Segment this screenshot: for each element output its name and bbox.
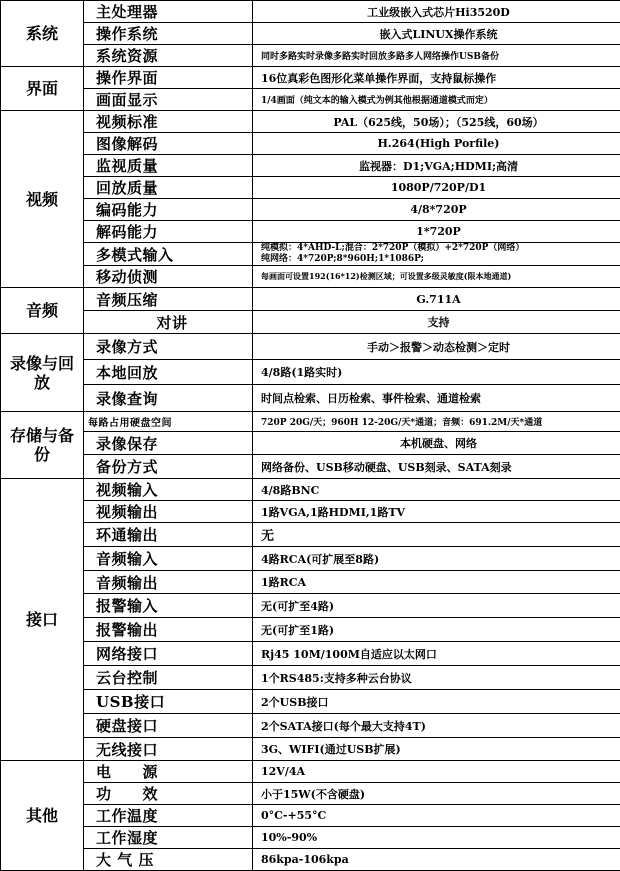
table-row xyxy=(1,360,620,385)
row-label: 本地回放 xyxy=(84,360,253,385)
row-value: 720P 20G/天；960H 12-20G/天*通道；音频：691.2M/天*通道 xyxy=(253,412,620,432)
table-row xyxy=(1,547,620,571)
table-row xyxy=(1,288,620,311)
row-label: 录像保存 xyxy=(84,432,253,455)
row-label: 录像方式 xyxy=(84,334,253,360)
table-row xyxy=(1,479,620,501)
category-cell: 存储与备份 xyxy=(1,412,84,479)
row-label: 监视质量 xyxy=(84,155,253,177)
row-value-line: 纯网络：4*720P;8*960H;1*1086P; xyxy=(261,254,616,265)
table-row xyxy=(1,594,620,618)
row-label: 移动侦测 xyxy=(84,266,253,288)
row-label: 视频标准 xyxy=(84,111,253,133)
row-value xyxy=(253,243,620,266)
table-row xyxy=(1,827,620,849)
row-value: 小于15W(不含硬盘) xyxy=(253,783,620,805)
row-label: 功 效 xyxy=(84,783,253,805)
row-value: 监视器：D1;VGA;HDMI;高清 xyxy=(253,155,620,177)
table-row xyxy=(1,618,620,642)
row-label: 音频输出 xyxy=(84,571,253,594)
table-row xyxy=(1,783,620,805)
table-row xyxy=(1,266,620,288)
row-label: 视频输出 xyxy=(84,501,253,523)
row-value: 本机硬盘、网络 xyxy=(253,432,620,455)
row-value: 嵌入式LINUX操作系统 xyxy=(253,23,620,45)
table-row xyxy=(1,849,620,871)
row-value: 4路RCA(可扩展至8路) xyxy=(253,547,620,571)
row-value: 4/8路(1路实时) xyxy=(253,360,620,385)
row-label: 录像查询 xyxy=(84,385,253,412)
row-value: 0°C-+55°C xyxy=(253,805,620,827)
row-label: 报警输入 xyxy=(84,594,253,618)
row-label: 操作界面 xyxy=(84,67,253,89)
category-cell: 其他 xyxy=(1,761,84,871)
row-value: 1080P/720P/D1 xyxy=(253,177,620,199)
row-label: USB接口 xyxy=(84,690,253,714)
row-value: H.264(High Porfile) xyxy=(253,133,620,155)
table-row xyxy=(1,714,620,738)
table-row xyxy=(1,1,620,23)
row-label: 对讲 xyxy=(84,311,253,334)
row-label: 电 源 xyxy=(84,761,253,783)
table-row xyxy=(1,243,620,266)
category-cell: 音频 xyxy=(1,288,84,334)
row-label: 系统资源 xyxy=(84,45,253,67)
table-row xyxy=(1,155,620,177)
table-row xyxy=(1,432,620,455)
row-label: 每路占用硬盘空间 xyxy=(84,412,253,432)
row-value: 10%-90% xyxy=(253,827,620,849)
row-value: 每画面可设置192(16*12)检测区域；可设置多级灵敏度(限本地通道) xyxy=(253,266,620,288)
row-label: 编码能力 xyxy=(84,199,253,221)
row-value: 4/8*720P xyxy=(253,199,620,221)
row-value: 网络备份、USB移动硬盘、USB刻录、SATA刻录 xyxy=(253,455,620,479)
row-label: 音频压缩 xyxy=(84,288,253,311)
table-row xyxy=(1,111,620,133)
table-row xyxy=(1,690,620,714)
row-value: 无(可扩至4路) xyxy=(253,594,620,618)
table-row xyxy=(1,666,620,690)
table-row xyxy=(1,67,620,89)
row-label: 报警输出 xyxy=(84,618,253,642)
row-label: 备份方式 xyxy=(84,455,253,479)
row-label: 云台控制 xyxy=(84,666,253,690)
row-label: 画面显示 xyxy=(84,89,253,111)
table-row xyxy=(1,523,620,547)
table-row xyxy=(1,177,620,199)
row-value: 1个RS485:支持多种云台协议 xyxy=(253,666,620,690)
table-row xyxy=(1,412,620,432)
table-row xyxy=(1,642,620,666)
row-value: 1/4画面（纯文本的输入模式为例其他根据通道模式而定） xyxy=(253,89,620,111)
row-label: 网络接口 xyxy=(84,642,253,666)
row-value: 工业级嵌入式芯片Hi3520D xyxy=(253,1,620,23)
row-label: 操作系统 xyxy=(84,23,253,45)
table-row xyxy=(1,385,620,412)
row-value: 1*720P xyxy=(253,221,620,243)
row-label: 音频输入 xyxy=(84,547,253,571)
row-value: 同时多路实时录像多路实时回放多路多人网络操作USB备份 xyxy=(253,45,620,67)
row-label: 工作湿度 xyxy=(84,827,253,849)
row-value: 4/8路BNC xyxy=(253,479,620,501)
row-value-line: 纯模拟：4*AHD-L;混合：2*720P（模拟）+2*720P（网络） xyxy=(261,243,616,254)
row-label: 硬盘接口 xyxy=(84,714,253,738)
row-label: 多模式输入 xyxy=(84,243,253,266)
row-value: G.711A xyxy=(253,288,620,311)
row-label: 图像解码 xyxy=(84,133,253,155)
table-row xyxy=(1,738,620,761)
row-label: 工作温度 xyxy=(84,805,253,827)
row-value: 1路RCA xyxy=(253,571,620,594)
row-label: 无线接口 xyxy=(84,738,253,761)
table-row xyxy=(1,805,620,827)
table-row xyxy=(1,133,620,155)
table-row xyxy=(1,45,620,67)
table-row xyxy=(1,23,620,45)
row-label: 视频输入 xyxy=(84,479,253,501)
table-row xyxy=(1,89,620,111)
table-row xyxy=(1,761,620,783)
row-value: 时间点检索、日历检索、事件检索、通道检索 xyxy=(253,385,620,412)
row-value: 2个SATA接口(每个最大支持4T) xyxy=(253,714,620,738)
row-value: Rj45 10M/100M自适应以太网口 xyxy=(253,642,620,666)
row-value: 16位真彩色图形化菜单操作界面，支持鼠标操作 xyxy=(253,67,620,89)
table-row xyxy=(1,455,620,479)
table-row xyxy=(1,501,620,523)
row-value: 无 xyxy=(253,523,620,547)
row-label: 大 气 压 xyxy=(84,849,253,871)
table-row xyxy=(1,571,620,594)
table-row xyxy=(1,311,620,334)
table-row xyxy=(1,199,620,221)
row-value: 2个USB接口 xyxy=(253,690,620,714)
row-label: 解码能力 xyxy=(84,221,253,243)
row-value: 手动＞报警＞动态检测＞定时 xyxy=(253,334,620,360)
category-cell: 录像与回放 xyxy=(1,334,84,412)
category-cell: 系统 xyxy=(1,1,84,67)
row-label: 回放质量 xyxy=(84,177,253,199)
row-label: 主处理器 xyxy=(84,1,253,23)
category-cell: 接口 xyxy=(1,479,84,761)
row-label: 环通输出 xyxy=(84,523,253,547)
row-value: 1路VGA,1路HDMI,1路TV xyxy=(253,501,620,523)
table-row xyxy=(1,221,620,243)
row-value: 86kpa-106kpa xyxy=(253,849,620,871)
category-cell: 视频 xyxy=(1,111,84,288)
category-cell: 界面 xyxy=(1,67,84,111)
row-value: 无(可扩至1路) xyxy=(253,618,620,642)
table-row xyxy=(1,334,620,360)
row-value: 12V/4A xyxy=(253,761,620,783)
row-value: 3G、WIFI(通过USB扩展) xyxy=(253,738,620,761)
row-value: 支持 xyxy=(253,311,620,334)
row-value: PAL（625线，50场）；（525线，60场） xyxy=(253,111,620,133)
